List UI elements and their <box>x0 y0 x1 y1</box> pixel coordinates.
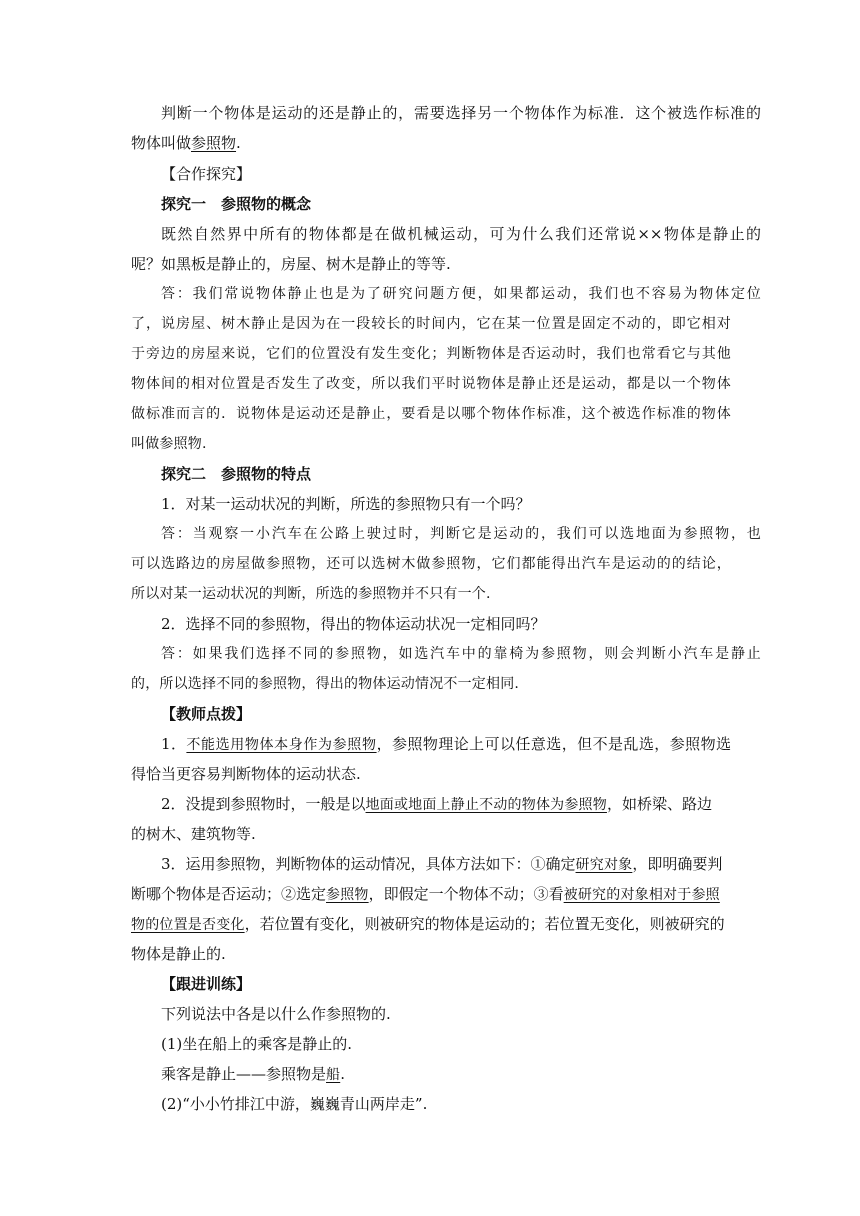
inquiry-1-answer-line: 叫做参照物. <box>131 436 207 452</box>
answer-text: 乘客是静止——参照物是 <box>161 1065 327 1083</box>
inquiry-1-answer-line: 做标准而言的．说物体是运动还是静止，要看是以哪个物体作标准，这个被选作标准的物体 <box>131 406 731 422</box>
point-number: 1． <box>161 735 187 753</box>
training-prompt: 下列说法中各是以什么作参照物的. <box>161 1005 391 1023</box>
training-answer-1 <box>161 1063 761 1086</box>
intro-text: 物体叫做 <box>131 134 192 152</box>
answer-blank: 参照物 <box>326 887 369 903</box>
point-text: 断哪个物体是否运动；②选定 <box>131 885 327 903</box>
point-text: ，如桥梁、路边 <box>606 795 712 813</box>
inquiry-2-answer-1-line: 答：当观察一小汽车在公路上驶过时，判断它是运动的，我们可以选地面为参照物，也 <box>161 526 761 542</box>
teacher-point-1-line-1 <box>161 733 731 756</box>
inquiry-2-answer-2-line: 的，所以选择不同的参照物，得出的物体运动情况不一定相同. <box>131 676 520 692</box>
inquiry-1-question-line: 呢？如黑板是静止的，房屋、树木是静止的等等. <box>131 255 451 273</box>
teacher-point-2-line-1 <box>161 793 731 816</box>
teacher-point-3-line-2 <box>131 883 731 906</box>
inquiry-2-question-2: 2．选择不同的参照物，得出的物体运动状况一定相同吗？ <box>161 615 546 633</box>
period: . <box>236 134 241 152</box>
intro-line-1: 判断一个物体是运动的还是静止的，需要选择另一个物体作为标准．这个被选作标准的 <box>161 104 761 122</box>
inquiry-1-question-line: 既然自然界中所有的物体都是在做机械运动，可为什么我们还常说××物体是静止的 <box>161 225 761 243</box>
inquiry-1-answer-line: 了，说房屋、树木静止是因为在一段较长的时间内，它在某一位置是固定不动的，即它相对 <box>131 316 731 332</box>
point-text: 3．运用参照物，判断物体的运动情况，具体方法如下：①确定 <box>161 855 576 873</box>
section-heading-training: 【跟进训练】 <box>161 975 252 993</box>
inquiry-1-answer-line: 答：我们常说物体静止也是为了研究问题方便，如果都运动，我们也不容易为物体定位 <box>161 286 761 302</box>
training-item-2: (2)“小小竹排江中游，巍巍青山两岸走”. <box>161 1095 428 1113</box>
answer-blank: 物的位置是否变化 <box>131 917 245 933</box>
inquiry-2-heading: 探究二 参照物的特点 <box>161 465 312 483</box>
inquiry-1-answer-line: 物体间的相对位置是否发生了改变，所以我们平时说物体是静止还是运动，都是以一个物体 <box>131 376 731 392</box>
teacher-point-2-line-2: 的树木、建筑物等. <box>131 825 256 843</box>
inquiry-2-question-1: 1．对某一运动状况的判断，所选的参照物只有一个吗？ <box>161 495 531 513</box>
training-item-1: (1)坐在船上的乘客是静止的. <box>161 1035 353 1053</box>
section-heading-cooperative: 【合作探究】 <box>161 165 252 183</box>
teacher-point-3-line-1 <box>161 853 731 876</box>
answer-blank: 参照物 <box>191 134 237 152</box>
teacher-point-3-line-4: 物体是静止的. <box>131 945 226 963</box>
answer-blank: 研究对象 <box>575 857 633 873</box>
teacher-point-3-line-3 <box>131 913 731 936</box>
inquiry-1-heading: 探究一 参照物的概念 <box>161 195 312 213</box>
section-heading-teacher-tips: 【教师点拨】 <box>161 705 252 723</box>
point-text: ，参照物理论上可以任意选，但不是乱选，参照物选 <box>376 735 731 753</box>
inquiry-2-answer-1-line: 可以选路边的房屋做参照物，还可以选树木做参照物，它们都能得出汽车是运动的的结论， <box>131 556 731 572</box>
answer-blank: 不能选用物体本身作为参照物 <box>186 737 377 753</box>
inquiry-2-answer-1-line: 所以对某一运动状况的判断，所选的参照物并不只有一个. <box>131 586 491 602</box>
answer-blank: 被研究的对象相对于参照 <box>563 887 720 903</box>
period: . <box>340 1065 345 1083</box>
point-text: 2．没提到参照物时，一般是以 <box>161 795 366 813</box>
answer-blank: 地面或地面上静止不动的物体为参照物 <box>365 797 607 813</box>
answer-blank: 船 <box>326 1067 341 1083</box>
point-text: ，即明确要判 <box>632 855 723 873</box>
inquiry-2-answer-2-line: 答：如果我们选择不同的参照物，如选汽车中的靠椅为参照物，则会判断小汽车是静止 <box>161 646 761 662</box>
point-text: ，若位置有变化，则被研究的物体是运动的；若位置无变化，则被研究的 <box>244 915 725 933</box>
inquiry-1-answer-line: 于旁边的房屋来说，它们的位置没有发生变化；判断物体是否运动时，我们也常看它与其他 <box>131 346 731 362</box>
teacher-point-1-line-2: 得恰当更容易判断物体的运动状态. <box>131 765 361 783</box>
point-text: ，即假定一个物体不动；③看 <box>368 885 564 903</box>
intro-line-2 <box>131 132 731 154</box>
